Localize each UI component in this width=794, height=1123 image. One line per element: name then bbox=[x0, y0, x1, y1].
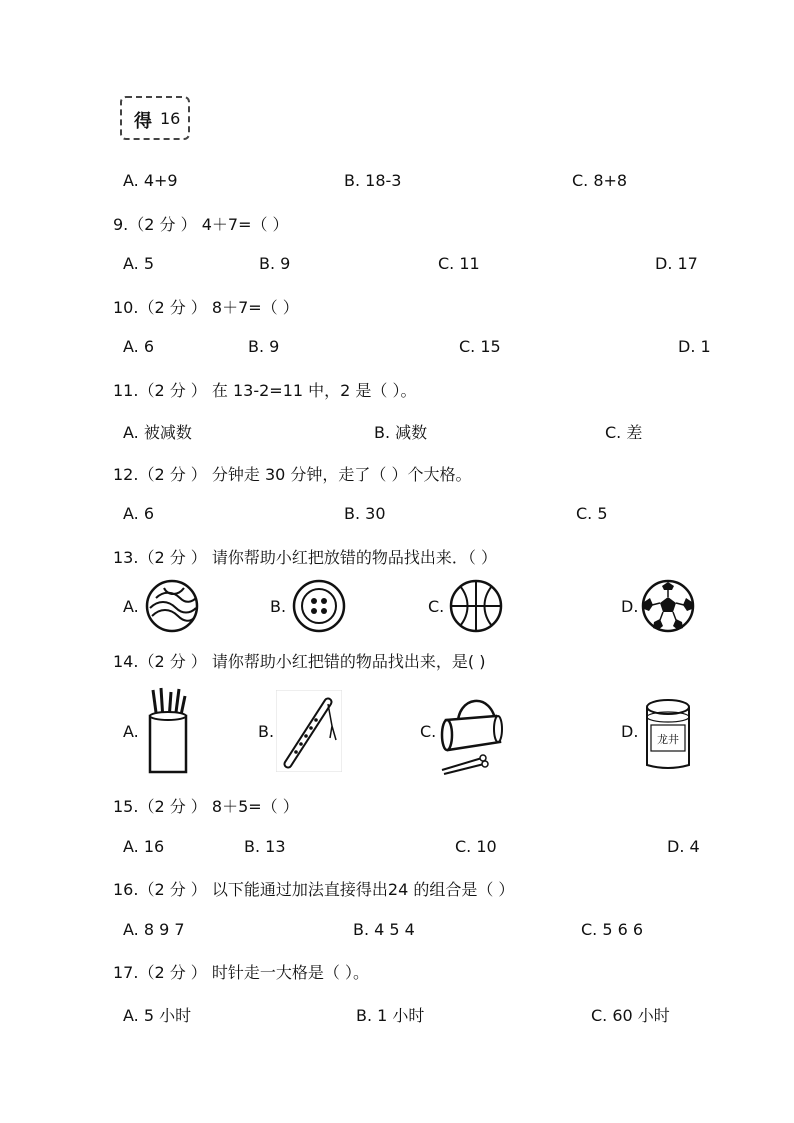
q13-option-a-label[interactable]: A. bbox=[123, 597, 139, 616]
q11-option-c[interactable]: C. 差 bbox=[605, 423, 643, 442]
score-box bbox=[120, 96, 190, 140]
question-13-stem: 13.（2 分 ） 请你帮助小红把放错的物品找出来．（ ） bbox=[113, 548, 497, 567]
q17-option-b[interactable]: B. 1 小时 bbox=[356, 1006, 425, 1025]
q14-option-c-label[interactable]: C. bbox=[420, 722, 437, 741]
q15-option-d[interactable]: D. 4 bbox=[667, 837, 700, 856]
q9-option-b[interactable]: B. 9 bbox=[259, 254, 291, 273]
score-value: 16 bbox=[160, 109, 181, 128]
drum-icon[interactable] bbox=[438, 686, 512, 778]
q8-option-c[interactable]: C. 8+8 bbox=[572, 171, 628, 190]
q10-option-b[interactable]: B. 9 bbox=[248, 337, 280, 356]
q12-option-b[interactable]: B. 30 bbox=[344, 504, 386, 523]
q16-option-a[interactable]: A. 8 9 7 bbox=[123, 920, 185, 939]
q13-option-c-label[interactable]: C. bbox=[428, 597, 445, 616]
q8-option-b[interactable]: B. 18-3 bbox=[344, 171, 402, 190]
q9-option-c[interactable]: C. 11 bbox=[438, 254, 480, 273]
q10-option-d[interactable]: D. 1 bbox=[678, 337, 711, 356]
q11-option-a[interactable]: A. 被减数 bbox=[123, 423, 192, 442]
tea-can-icon[interactable] bbox=[643, 695, 693, 771]
question-9-stem: 9.（2 分 ） 4＋7=（ ） bbox=[113, 215, 289, 234]
q15-option-a[interactable]: A. 16 bbox=[123, 837, 165, 856]
question-12-stem: 12.（2 分 ） 分钟走 30 分钟，走了（ ）个大格。 bbox=[113, 465, 472, 484]
q15-option-b[interactable]: B. 13 bbox=[244, 837, 286, 856]
q14-option-b-label[interactable]: B. bbox=[258, 722, 275, 741]
q14-option-a-label[interactable]: A. bbox=[123, 722, 139, 741]
q15-option-c[interactable]: C. 10 bbox=[455, 837, 497, 856]
q17-option-a[interactable]: A. 5 小时 bbox=[123, 1006, 192, 1025]
soccer-ball-icon[interactable] bbox=[640, 578, 696, 634]
question-11-stem: 11.（2 分 ） 在 13-2=11 中，2 是（ ）。 bbox=[113, 381, 417, 400]
button-icon[interactable] bbox=[291, 578, 347, 634]
q8-option-a[interactable]: A. 4+9 bbox=[123, 171, 178, 190]
question-10-stem: 10.（2 分 ） 8＋7=（ ） bbox=[113, 298, 299, 317]
basketball-icon[interactable] bbox=[448, 578, 504, 634]
score-label: 得 bbox=[134, 111, 152, 132]
question-17-stem: 17.（2 分 ） 时针走一大格是（ ）。 bbox=[113, 963, 369, 982]
q13-option-d-label[interactable]: D. bbox=[621, 597, 639, 616]
q10-option-c[interactable]: C. 15 bbox=[459, 337, 501, 356]
q17-option-c[interactable]: C. 60 小时 bbox=[591, 1006, 670, 1025]
volleyball-icon[interactable] bbox=[144, 578, 200, 634]
q16-option-b[interactable]: B. 4 5 4 bbox=[353, 920, 415, 939]
pencil-holder-icon[interactable] bbox=[143, 686, 193, 776]
q9-option-a[interactable]: A. 5 bbox=[123, 254, 155, 273]
q14-option-d-label[interactable]: D. bbox=[621, 722, 639, 741]
question-15-stem: 15.（2 分 ） 8＋5=（ ） bbox=[113, 797, 299, 816]
question-16-stem: 16.（2 分 ） 以下能通过加法直接得出24 的组合是（ ） bbox=[113, 880, 515, 899]
q12-option-c[interactable]: C. 5 bbox=[576, 504, 608, 523]
q13-option-b-label[interactable]: B. bbox=[270, 597, 287, 616]
q9-option-d[interactable]: D. 17 bbox=[655, 254, 698, 273]
tea-can-label: 龙井 bbox=[657, 733, 679, 746]
q10-option-a[interactable]: A. 6 bbox=[123, 337, 155, 356]
q11-option-b[interactable]: B. 减数 bbox=[374, 423, 428, 442]
q16-option-c[interactable]: C. 5 6 6 bbox=[581, 920, 644, 939]
q12-option-a[interactable]: A. 6 bbox=[123, 504, 155, 523]
flute-icon[interactable] bbox=[276, 690, 342, 772]
question-14-stem: 14.（2 分 ） 请你帮助小红把错的物品找出来，是( ) bbox=[113, 652, 486, 671]
